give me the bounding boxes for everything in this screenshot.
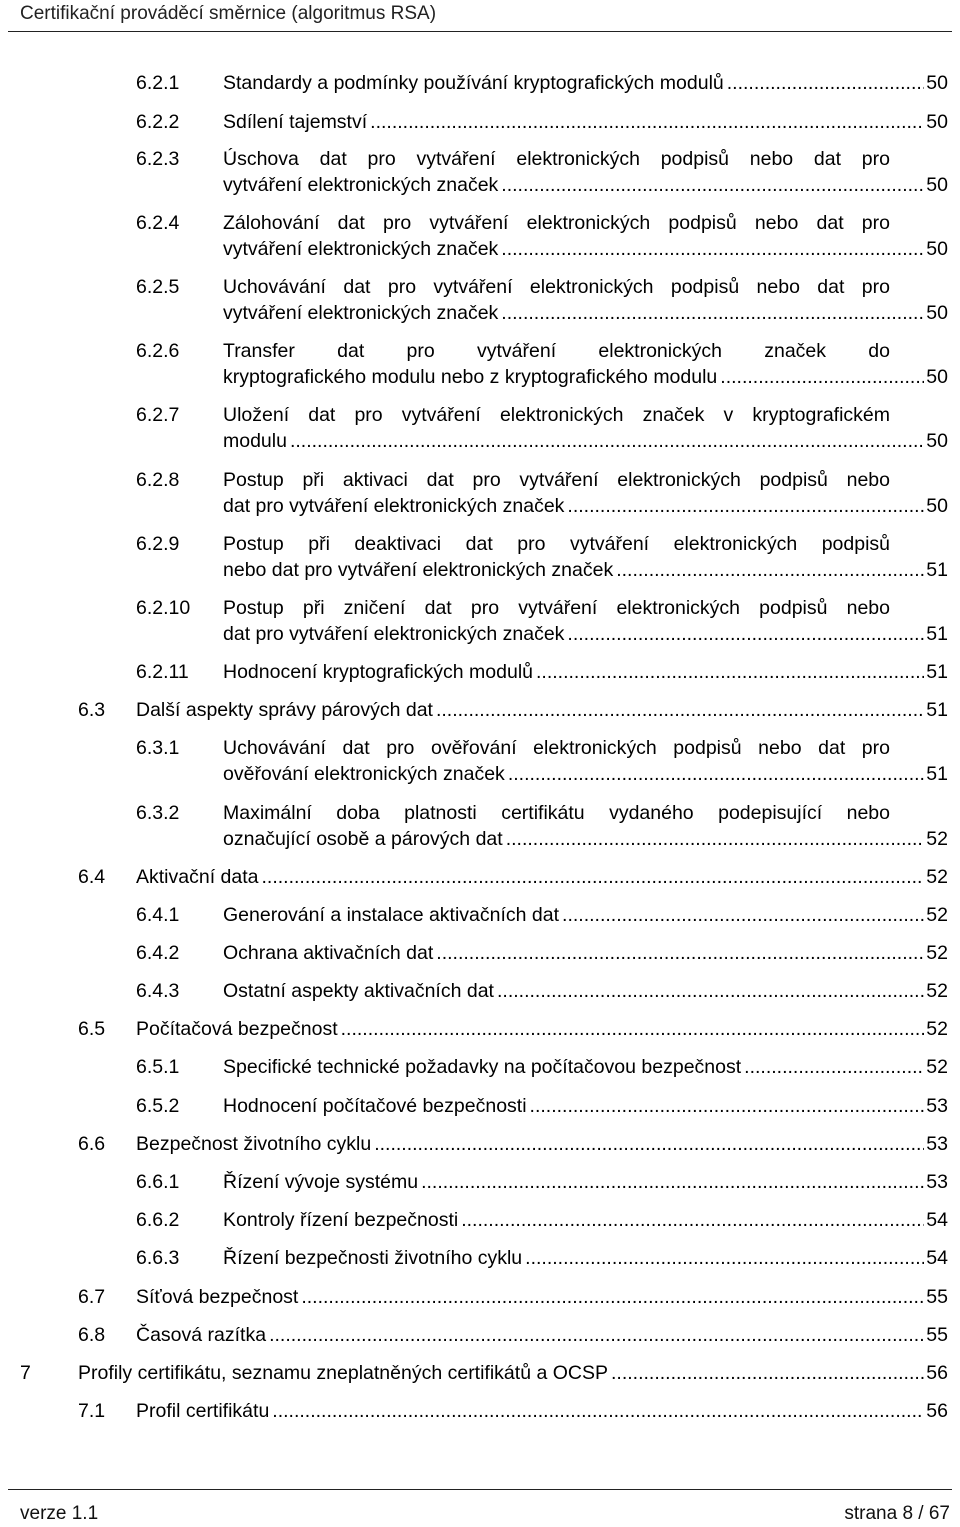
toc-entry[interactable] xyxy=(0,1284,960,1310)
toc-dot-leader xyxy=(611,1360,924,1386)
toc-dot-leader xyxy=(370,109,924,135)
toc-entry-page: 52 xyxy=(926,1018,948,1040)
toc-entry-page: 50 xyxy=(926,366,948,388)
toc-entry-number: 7 xyxy=(20,1362,31,1384)
toc-entry[interactable] xyxy=(0,1322,960,1348)
toc-dot-leader xyxy=(744,1054,924,1080)
toc-entry-page: 52 xyxy=(926,828,948,850)
toc-entry-title-line: Kontroly řízení bezpečnosti xyxy=(223,1209,459,1231)
toc-entry-page: 52 xyxy=(926,904,948,926)
toc-entry-number: 6.4.2 xyxy=(136,942,180,964)
toc-entry-page: 55 xyxy=(926,1286,948,1308)
toc-dot-leader xyxy=(501,300,924,326)
toc-entry-title-line: Postup při zničení dat pro vytváření elektronických podpisů nebo xyxy=(223,597,890,619)
toc-dot-leader xyxy=(501,172,924,198)
toc-entry[interactable] xyxy=(0,1398,960,1424)
toc-dot-leader xyxy=(374,1131,924,1157)
toc-dot-leader xyxy=(501,236,924,262)
document-title: Certifikační prováděcí směrnice (algoritmus RSA) xyxy=(20,3,437,24)
toc-entry-page: 52 xyxy=(926,980,948,1002)
toc-entry-title-line: vytváření elektronických značek xyxy=(223,174,499,196)
toc-entry-number: 6.5.2 xyxy=(136,1095,180,1117)
toc-entry-page: 52 xyxy=(926,1056,948,1078)
toc-entry-title-line: Hodnocení kryptografických modulů xyxy=(223,661,533,683)
toc-dot-leader xyxy=(506,826,925,852)
toc-entry-page: 50 xyxy=(926,238,948,260)
toc-entry-title-line: Úschova dat pro vytváření elektronických podpisů nebo dat pro xyxy=(223,148,890,170)
toc-entry-page: 55 xyxy=(926,1324,948,1346)
toc-entry-number: 6.7 xyxy=(78,1286,106,1308)
toc-dot-leader xyxy=(421,1169,924,1195)
toc-entry-page: 51 xyxy=(926,763,948,785)
toc-entry-page: 51 xyxy=(926,699,948,721)
footer-version: verze 1.1 xyxy=(20,1503,99,1524)
toc-entry-title-line: vytváření elektronických značek xyxy=(223,238,499,260)
toc-entry-title-line: Transfer dat pro vytváření elektronických značek do xyxy=(223,340,890,362)
toc-entry-title-line: Specifické technické požadavky na počítačovou bezpečnost xyxy=(223,1056,742,1078)
toc-entry-page: 52 xyxy=(926,942,948,964)
toc-entry-number: 7.1 xyxy=(78,1400,106,1422)
toc-entry[interactable] xyxy=(0,1016,960,1042)
toc-entry-number: 6.2.5 xyxy=(136,276,180,298)
toc-entry-number: 6.2.1 xyxy=(136,72,180,94)
toc-entry[interactable] xyxy=(0,800,960,852)
toc-entry-title-line: Postup při deaktivaci dat pro vytváření elektronických podpisů xyxy=(223,533,890,555)
toc-entry-title-line: Uchovávání dat pro ověřování elektronických podpisů nebo dat pro xyxy=(223,737,890,759)
toc-entry-title-line: Profil certifikátu xyxy=(136,1400,270,1422)
page-header xyxy=(20,0,940,32)
toc-dot-leader xyxy=(272,1398,924,1424)
toc-entry-title-line: Sdílení tajemství xyxy=(223,111,368,133)
toc-dot-leader xyxy=(727,70,925,96)
toc-entry-title-line: Zálohování dat pro vytváření elektronických podpisů nebo dat pro xyxy=(223,212,890,234)
toc-entry-title-line: Standardy a podmínky používání kryptografických modulů xyxy=(223,72,724,94)
toc-dot-leader xyxy=(436,697,924,723)
toc-entry-title-line: ověřování elektronických značek xyxy=(223,763,505,785)
toc-dot-leader xyxy=(341,1016,925,1042)
toc-entry-title-line: Bezpečnost životního cyklu xyxy=(136,1133,372,1155)
toc-entry-number: 6.3.1 xyxy=(136,737,180,759)
toc-entry-page: 50 xyxy=(926,72,948,94)
toc-entry-number: 6.2.11 xyxy=(136,661,189,683)
toc-entry-title-line: dat pro vytváření elektronických značek xyxy=(223,623,565,645)
toc-entry-title-line: Počítačová bezpečnost xyxy=(136,1018,338,1040)
toc-entry-title-line: označující osobě a párových dat xyxy=(223,828,503,850)
toc-entry-title-line: Ochrana aktivačních dat xyxy=(223,942,434,964)
toc-entry[interactable] xyxy=(0,338,960,390)
toc-entry-title-line: Časová razítka xyxy=(136,1324,267,1346)
toc-entry-page: 50 xyxy=(926,302,948,324)
toc-entry-page: 51 xyxy=(926,623,948,645)
toc-dot-leader xyxy=(562,902,924,928)
toc-entry-page: 53 xyxy=(926,1133,948,1155)
toc-dot-leader xyxy=(301,1284,924,1310)
toc-entry-number: 6.2.4 xyxy=(136,212,180,234)
toc-entry-page: 56 xyxy=(926,1400,948,1422)
toc-entry-page: 56 xyxy=(926,1362,948,1384)
toc-entry-title-line: Síťová bezpečnost xyxy=(136,1286,299,1308)
toc-entry-page: 50 xyxy=(926,174,948,196)
header-divider xyxy=(8,31,952,32)
toc-dot-leader xyxy=(269,1322,924,1348)
toc-dot-leader xyxy=(508,761,924,787)
toc-entry-number: 6.8 xyxy=(78,1324,106,1346)
footer-page-number: strana 8 / 67 xyxy=(844,1503,950,1524)
toc-entry-number: 6.5.1 xyxy=(136,1056,180,1078)
toc-entry-number: 6.3.2 xyxy=(136,802,180,824)
toc-entry[interactable] xyxy=(0,940,960,966)
toc-dot-leader xyxy=(536,659,924,685)
toc-entry-number: 6.2.10 xyxy=(136,597,191,619)
toc-entry[interactable] xyxy=(0,735,960,787)
toc-dot-leader xyxy=(290,428,924,454)
toc-entry[interactable] xyxy=(0,1245,960,1271)
toc-entry-title-line: Profily certifikátu, seznamu zneplatněných certifikátů a OCSP xyxy=(78,1362,608,1384)
toc-entry[interactable] xyxy=(0,1131,960,1157)
toc-entry-title-line: modulu xyxy=(223,430,287,452)
toc-entry-title-line: Další aspekty správy párových dat xyxy=(136,699,433,721)
toc-entry-page: 51 xyxy=(926,661,948,683)
toc-entry[interactable] xyxy=(0,402,960,454)
toc-entry-title-line: Uchovávání dat pro vytváření elektronických podpisů nebo dat pro xyxy=(223,276,890,298)
toc-entry-page: 50 xyxy=(926,430,948,452)
toc-dot-leader xyxy=(567,493,924,519)
toc-entry-number: 6.2.3 xyxy=(136,148,180,170)
toc-entry[interactable] xyxy=(0,978,960,1004)
toc-entry-title-line: Ostatní aspekty aktivačních dat xyxy=(223,980,494,1002)
toc-entry-number: 6.2.9 xyxy=(136,533,180,555)
toc-entry-title-line: Postup při aktivaci dat pro vytváření elektronických podpisů nebo xyxy=(223,469,890,491)
toc-entry[interactable] xyxy=(0,902,960,928)
toc-entry-number: 6.2.6 xyxy=(136,340,180,362)
toc-entry[interactable] xyxy=(0,146,960,198)
toc-dot-leader xyxy=(261,864,924,890)
toc-entry[interactable] xyxy=(0,1207,960,1233)
toc-entry-number: 6.6.1 xyxy=(136,1171,180,1193)
toc-dot-leader xyxy=(616,557,924,583)
toc-entry[interactable] xyxy=(0,864,960,890)
toc-entry-title-line: Aktivační data xyxy=(136,866,259,888)
toc-entry-title-line: Uložení dat pro vytváření elektronických značek v kryptografickém xyxy=(223,404,890,426)
toc-dot-leader xyxy=(497,978,924,1004)
toc-entry-page: 51 xyxy=(926,559,948,581)
toc-entry-number: 6.3 xyxy=(78,699,106,721)
toc-dot-leader xyxy=(567,621,924,647)
toc-entry-page: 50 xyxy=(926,495,948,517)
toc-entry[interactable] xyxy=(0,70,960,96)
toc-entry-number: 6.4.1 xyxy=(136,904,180,926)
toc-entry[interactable] xyxy=(0,467,960,519)
toc-entry[interactable] xyxy=(0,1054,960,1080)
toc-entry-number: 6.4 xyxy=(78,866,106,888)
toc-dot-leader xyxy=(436,940,924,966)
toc-entry[interactable] xyxy=(0,697,960,723)
toc-entry-title-line: kryptografického modulu nebo z kryptografického modulu xyxy=(223,366,718,388)
toc-entry[interactable] xyxy=(0,1169,960,1195)
toc-entry[interactable] xyxy=(0,659,960,685)
toc-entry-page: 53 xyxy=(926,1171,948,1193)
toc-entry-title-line: Hodnocení počítačové bezpečnosti xyxy=(223,1095,527,1117)
toc-entry-title-line: vytváření elektronických značek xyxy=(223,302,499,324)
toc-entry-title-line: nebo dat pro vytváření elektronických značek xyxy=(223,559,614,581)
toc-entry-page: 54 xyxy=(926,1209,948,1231)
toc-entry[interactable] xyxy=(0,1360,960,1386)
toc-entry[interactable] xyxy=(0,274,960,326)
toc-entry-title-line: Řízení vývoje systému xyxy=(223,1171,419,1193)
toc-entry-number: 6.6.3 xyxy=(136,1247,180,1269)
toc-entry-title-line: Maximální doba platnosti certifikátu vydaného podepisující nebo xyxy=(223,802,890,824)
toc-entry-number: 6.2.2 xyxy=(136,111,180,133)
toc-entry-title-line: dat pro vytváření elektronických značek xyxy=(223,495,565,517)
toc-entry-page: 54 xyxy=(926,1247,948,1269)
toc-entry[interactable] xyxy=(0,531,960,583)
toc-dot-leader xyxy=(530,1093,925,1119)
toc-entry-number: 6.4.3 xyxy=(136,980,180,1002)
toc-entry-page: 50 xyxy=(926,111,948,133)
toc-entry[interactable] xyxy=(0,109,960,135)
toc-entry-page: 52 xyxy=(926,866,948,888)
footer-divider xyxy=(8,1489,952,1490)
toc-dot-leader xyxy=(461,1207,924,1233)
toc-entry-page: 53 xyxy=(926,1095,948,1117)
toc-entry-number: 6.5 xyxy=(78,1018,106,1040)
toc-entry[interactable] xyxy=(0,210,960,262)
toc-entry-number: 6.2.7 xyxy=(136,404,180,426)
toc-entry-number: 6.6.2 xyxy=(136,1209,180,1231)
toc-dot-leader xyxy=(720,364,924,390)
toc-entry-number: 6.6 xyxy=(78,1133,106,1155)
toc-entry-title-line: Řízení bezpečnosti životního cyklu xyxy=(223,1247,523,1269)
toc-dot-leader xyxy=(525,1245,924,1271)
toc-entry-number: 6.2.8 xyxy=(136,469,180,491)
toc-entry[interactable] xyxy=(0,1093,960,1119)
toc-entry-title-line: Generování a instalace aktivačních dat xyxy=(223,904,560,926)
toc-entry[interactable] xyxy=(0,595,960,647)
